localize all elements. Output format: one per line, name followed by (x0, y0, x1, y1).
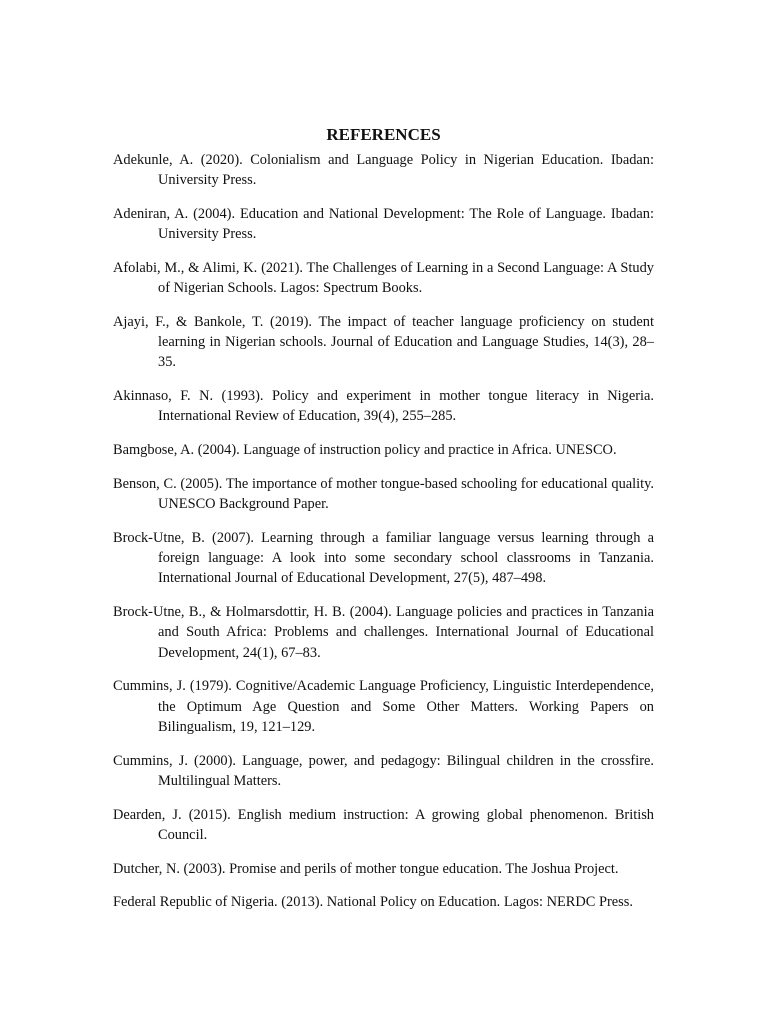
document-page (113, 124, 654, 926)
reference-entry: Federal Republic of Nigeria. (2013). National Policy on Education. Lagos: NERDC Press. (113, 894, 633, 911)
reference-entry: Brock-Utne, B. (2007). Learning through a familiar language versus learning through a foreign language: A look into some secondary school classrooms in Tanzania. International Journal of Educational Development, 27(5), 487–498. (113, 530, 654, 587)
reference-entry: Brock-Utne, B., & Holmarsdottir, H. B. (2004). Language policies and practices in Tanzania and South Africa: Problems and challenges. International Journal of Educational Development, 24(1), 67–83. (113, 604, 654, 661)
reference-entry: Dutcher, N. (2003). Promise and perils of mother tongue education. The Joshua Project. (113, 860, 619, 877)
reference-entry: Benson, C. (2005). The importance of mother tongue-based schooling for educational quality. UNESCO Background Paper. (113, 476, 654, 513)
reference-entry: Adekunle, A. (2020). Colonialism and Language Policy in Nigerian Education. Ibadan: University Press. (113, 152, 654, 189)
references-heading: REFERENCES (326, 125, 441, 144)
reference-entry: Adeniran, A. (2004). Education and National Development: The Role of Language. Ibadan: University Press. (113, 206, 654, 243)
reference-entry: Bamgbose, A. (2004). Language of instruction policy and practice in Africa. UNESCO. (113, 442, 617, 459)
reference-entry: Dearden, J. (2015). English medium instruction: A growing global phenomenon. British Council. (113, 806, 654, 843)
reference-entry: Ajayi, F., & Bankole, T. (2019). The impact of teacher language proficiency on student learning in Nigerian schools. Journal of Education and Language Studies, 14(3), 28–35. (113, 314, 654, 371)
reference-entry: Cummins, J. (2000). Language, power, and pedagogy: Bilingual children in the crossfire. Multilingual Matters. (113, 752, 654, 789)
reference-entry: Cummins, J. (1979). Cognitive/Academic Language Proficiency, Linguistic Interdependence, the Optimum Age Question and Some Other Matters. Working Papers on Bilingualism, 19, 121–129. (113, 678, 654, 735)
reference-entry: Akinnaso, F. N. (1993). Policy and experiment in mother tongue literacy in Nigeria. International Review of Education, 39(4), 255–285. (113, 388, 654, 425)
reference-entry: Afolabi, M., & Alimi, K. (2021). The Challenges of Learning in a Second Language: A Study of Nigerian Schools. Lagos: Spectrum Books. (113, 260, 654, 297)
reference-list (113, 150, 654, 913)
